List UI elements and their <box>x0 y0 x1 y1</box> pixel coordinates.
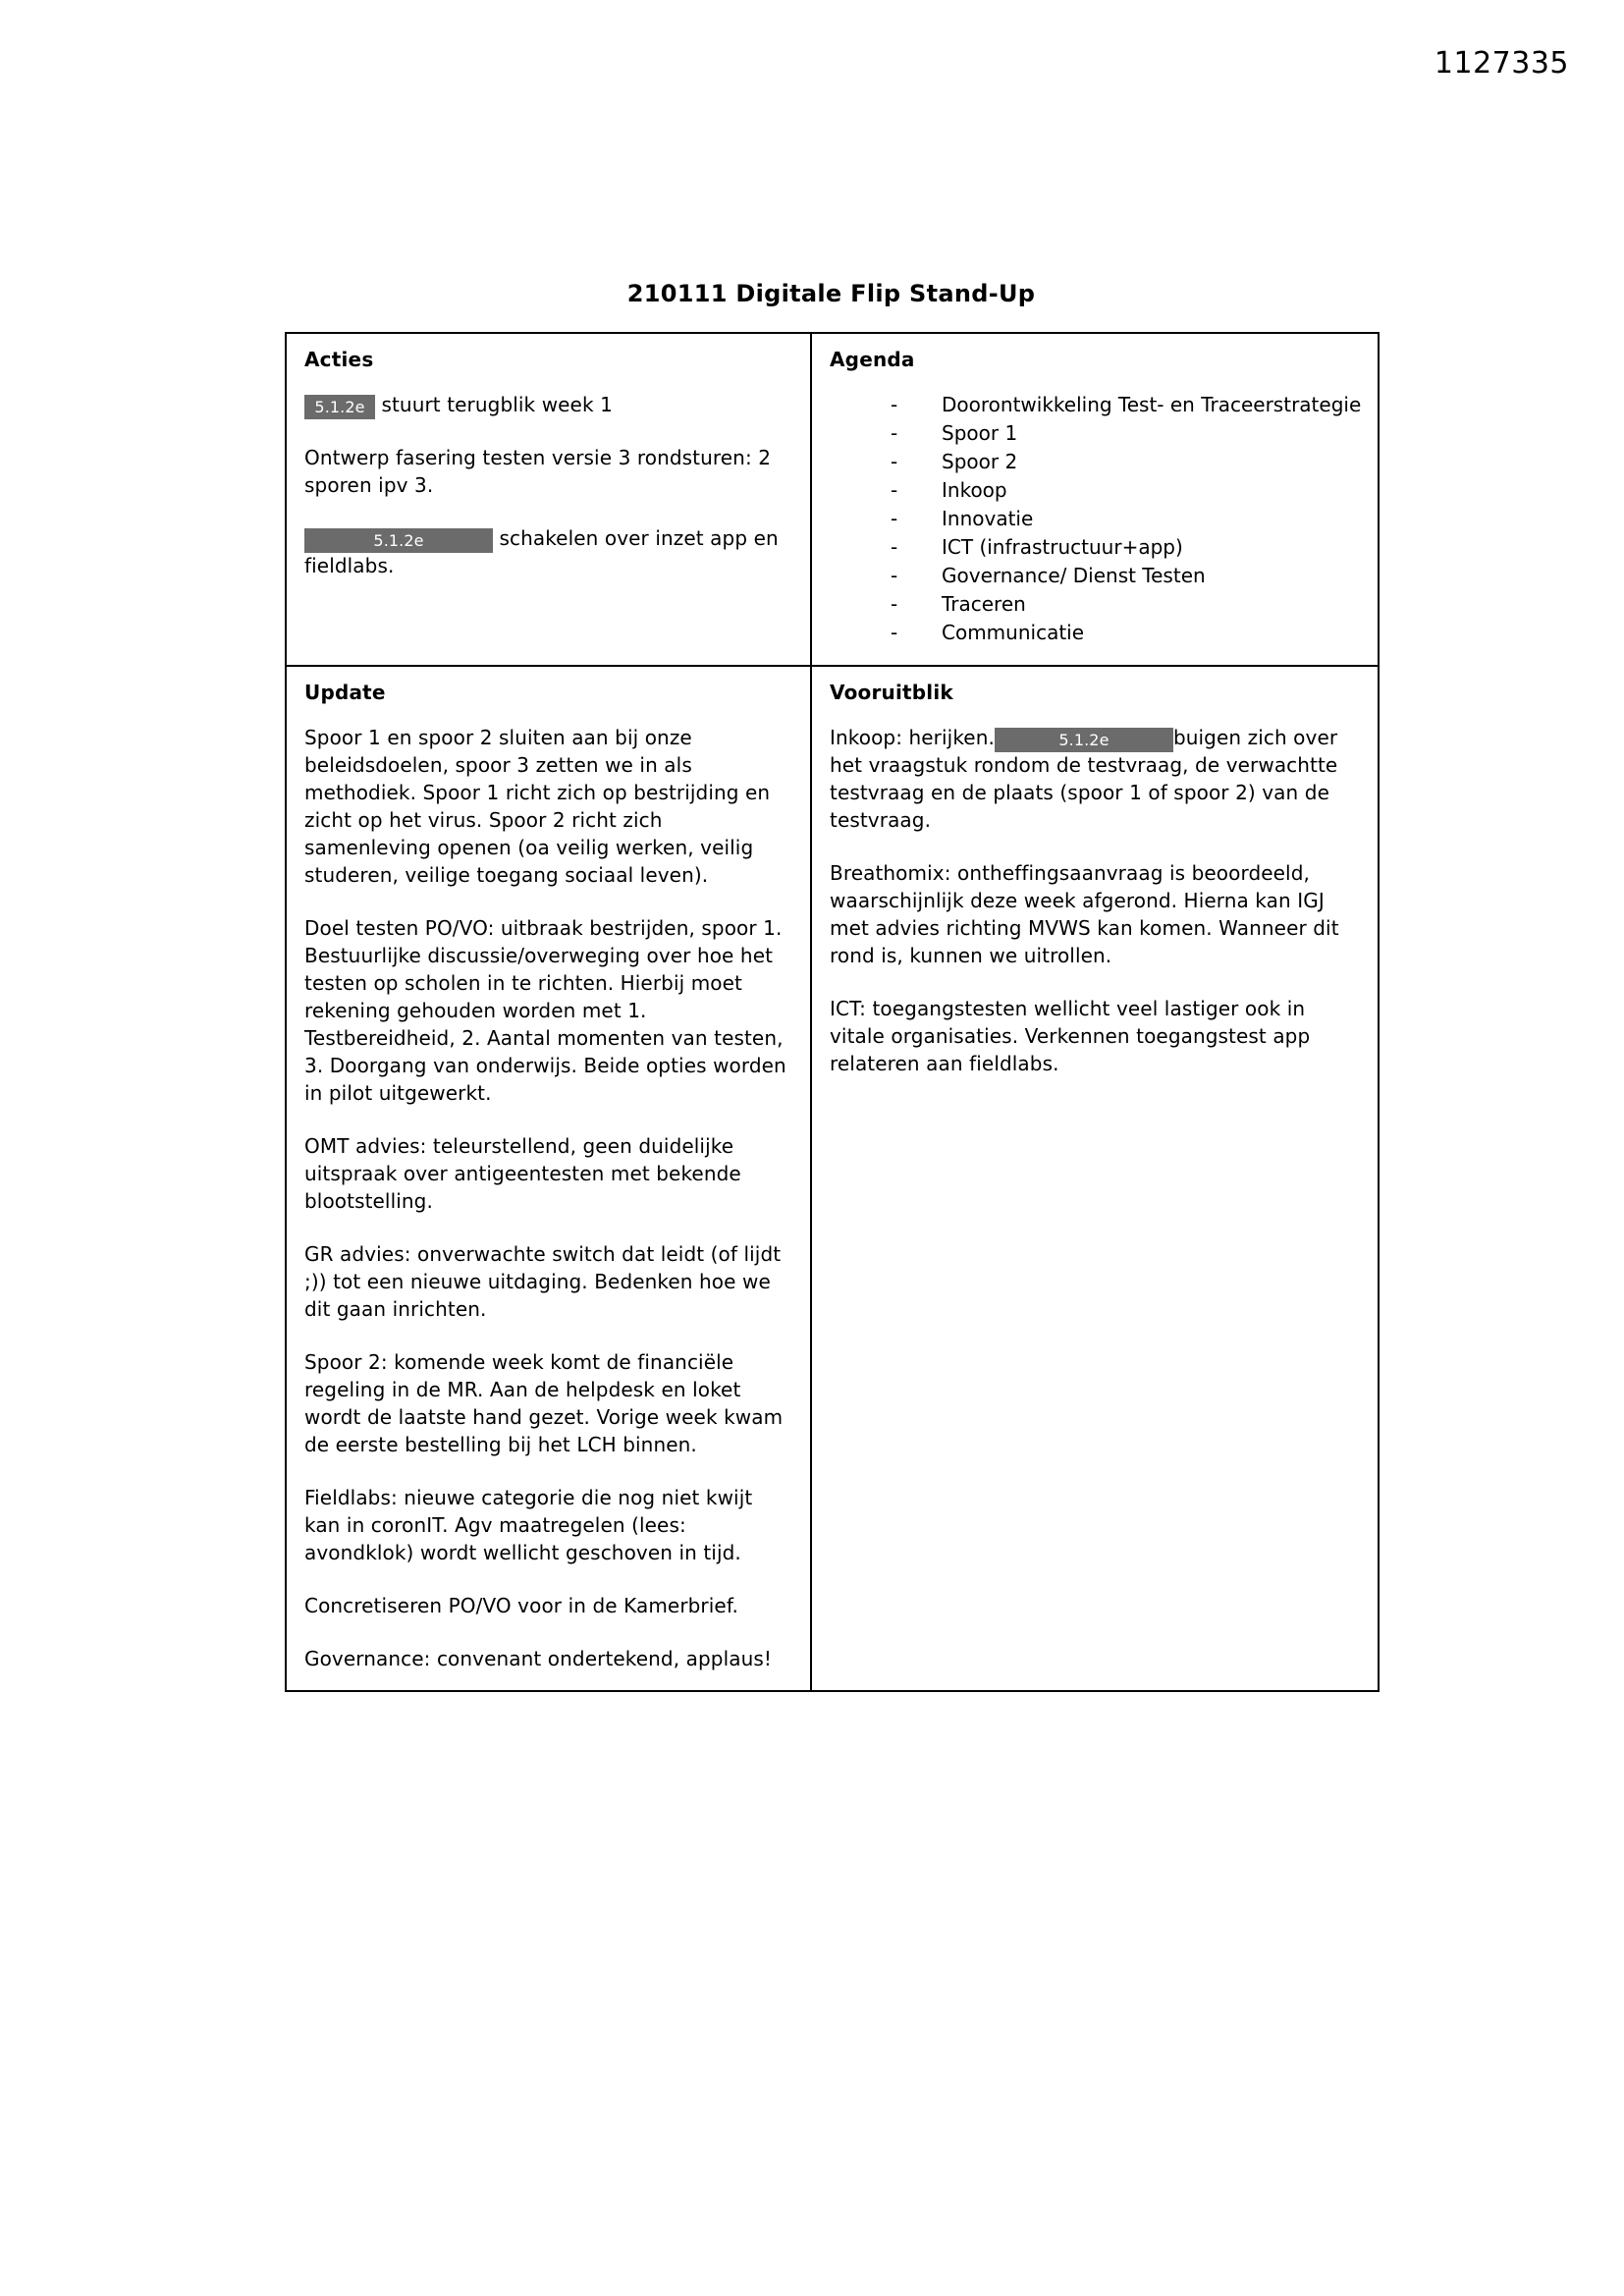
cell-agenda <box>811 333 1379 666</box>
bullet-dash-icon: - <box>891 564 898 587</box>
agenda-item <box>891 562 1362 590</box>
table-row-bottom <box>286 666 1379 1691</box>
agenda-heading: Agenda <box>830 348 915 371</box>
vooruitblik-paragraph: Breathomix: ontheffingsaanvraag is beoordeeld, waarschijnlijk deze week afgerond. Hierna kan IGJ met advies richting MVWS kan komen. Wanneer dit rond is, kunnen we uitrollen. <box>830 861 1339 967</box>
redaction-box: 5.1.2e <box>304 528 493 553</box>
agenda-item <box>891 391 1362 419</box>
acties-item-1 <box>304 391 794 418</box>
bullet-dash-icon: - <box>891 421 898 445</box>
update-paragraph: Governance: convenant ondertekend, applaus! <box>304 1647 773 1670</box>
agenda-item <box>891 419 1362 448</box>
bullet-dash-icon: - <box>891 535 898 559</box>
agenda-item <box>891 448 1362 476</box>
cell-vooruitblik <box>811 666 1379 1691</box>
update-paragraph: Doel testen PO/VO: uitbraak bestrijden, spoor 1. Bestuurlijke discussie/overweging over hoe het testen op scholen in te richten. Hierbij moet rekening gehouden worden met 1. Testbereidheid, 2. Aantal momenten van testen, 3. Doorgang van onderwijs. Beide opties worden in pilot uitgewerkt. <box>304 916 786 1105</box>
bullet-dash-icon: - <box>891 450 898 473</box>
acties-item-1-text: stuurt terugblik week 1 <box>381 393 613 416</box>
vooruitblik-paragraph: ICT: toegangstesten wellicht veel lastiger ook in vitale organisaties. Verkennen toegangstest app relateren aan fieldlabs. <box>830 997 1311 1075</box>
agenda-item-label: Inkoop <box>942 478 1007 502</box>
redaction-box: 5.1.2e <box>304 395 375 419</box>
page-title: 210111 Digitale Flip Stand-Up <box>626 280 1036 307</box>
agenda-list <box>830 391 1362 647</box>
acties-item-2: Ontwerp fasering testen versie 3 rondsturen: 2 sporen ipv 3. <box>304 446 772 497</box>
cell-acties <box>286 333 811 666</box>
agenda-item-label: Governance/ Dienst Testen <box>942 564 1206 587</box>
redaction-box: 5.1.2e <box>995 728 1173 752</box>
agenda-item-label: Communicatie <box>942 621 1085 644</box>
table-row-top <box>286 333 1379 666</box>
bullet-dash-icon: - <box>891 507 898 530</box>
agenda-item <box>891 476 1362 505</box>
agenda-item <box>891 505 1362 533</box>
update-paragraph: GR advies: onverwachte switch dat leidt (of lijdt ;)) tot een nieuwe uitdaging. Bedenken hoe we dit gaan inrichten. <box>304 1242 782 1321</box>
page-number: 1127335 <box>1434 46 1569 81</box>
agenda-item <box>891 533 1362 562</box>
update-heading: Update <box>304 681 386 704</box>
update-paragraph: OMT advies: teleurstellend, geen duidelijke uitspraak over antigeentesten met bekende blootstelling. <box>304 1134 741 1213</box>
agenda-item-label: Traceren <box>942 592 1026 616</box>
vooruitblik-text-before: Inkoop: herijken. <box>830 726 995 749</box>
agenda-item <box>891 590 1362 619</box>
agenda-item-label: Spoor 2 <box>942 450 1018 473</box>
agenda-item-label: Doorontwikkeling Test- en Traceerstrategie <box>942 393 1362 416</box>
acties-item-3 <box>304 524 794 579</box>
vooruitblik-heading: Vooruitblik <box>830 681 953 704</box>
acties-item-3-text: schakelen over inzet app en fieldlabs. <box>304 526 779 577</box>
acties-heading: Acties <box>304 348 374 371</box>
agenda-item <box>891 619 1362 647</box>
flip-standup-table <box>285 332 1380 1692</box>
agenda-item-label: Innovatie <box>942 507 1034 530</box>
update-paragraph: Spoor 2: komende week komt de financiële regeling in de MR. Aan de helpdesk en loket wordt de laatste hand gezet. Vorige week kwam de eerste bestelling bij het LCH binnen. <box>304 1350 784 1456</box>
cell-update <box>286 666 811 1691</box>
bullet-dash-icon: - <box>891 478 898 502</box>
update-paragraph: Fieldlabs: nieuwe categorie die nog niet kwijt kan in coronIT. Agv maatregelen (lees: avondklok) wordt wellicht geschoven in tijd. <box>304 1486 753 1564</box>
bullet-dash-icon: - <box>891 621 898 644</box>
agenda-item-label: Spoor 1 <box>942 421 1018 445</box>
update-paragraph: Concretiseren PO/VO voor in de Kamerbrief. <box>304 1594 738 1617</box>
update-paragraph: Spoor 1 en spoor 2 sluiten aan bij onze beleidsdoelen, spoor 3 zetten we in als methodiek. Spoor 1 richt zich op bestrijding en zicht op het virus. Spoor 2 richt zich samenleving openen (oa veilig werken, veilig studeren, veilige toegang sociaal leven). <box>304 726 771 887</box>
vooruitblik-text-after: buigen zich over het vraagstuk rondom de testvraag, de verwachtte testvraag en de plaats (spoor 1 of spoor 2) van de testvraag. <box>830 726 1338 832</box>
bullet-dash-icon: - <box>891 592 898 616</box>
agenda-item-label: ICT (infrastructuur+app) <box>942 535 1183 559</box>
vooruitblik-paragraph-inkoop <box>830 724 1362 834</box>
bullet-dash-icon: - <box>891 393 898 416</box>
